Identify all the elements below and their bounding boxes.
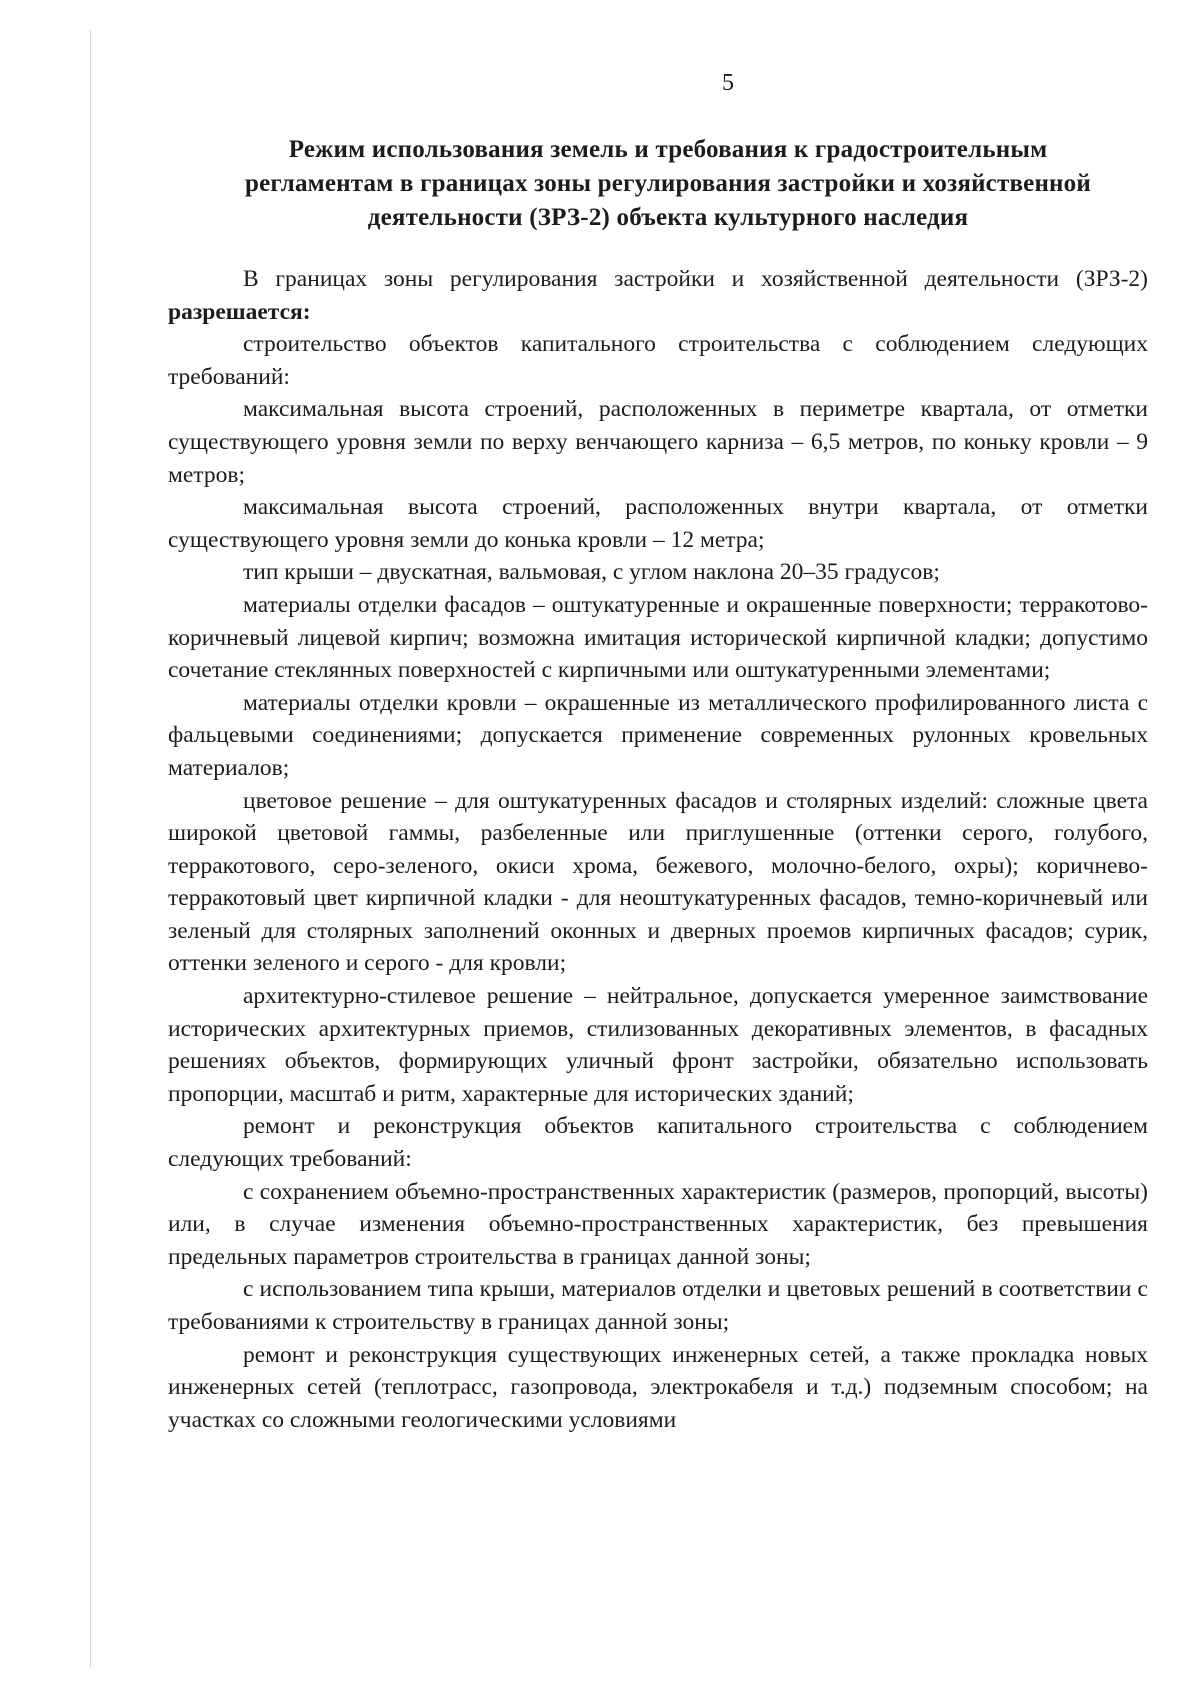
- document-body: [168, 263, 1148, 1436]
- paragraph: максимальная высота строений, расположенных в периметре квартала, от отметки существующего уровня земли по верху венчающего карниза – 6,5 метров, по коньку кровли – 9 метров;: [168, 396, 1148, 488]
- intro-paragraph: [168, 263, 1148, 328]
- paragraph: ремонт и реконструкция объектов капитального строительства с соблюдением следующих требований:: [168, 1113, 1148, 1173]
- section-title-line: регламентам в границах зоны регулирования застройки и хозяйственной: [245, 170, 1091, 197]
- section-title-line: Режим использования земель и требования к градостроительным: [288, 136, 1048, 163]
- document-page: [168, 70, 1148, 1436]
- paragraph: материалы отделки фасадов – оштукатуренные и окрашенные поверхности; терракотово-коричневый лицевой кирпич; возможна имитация исторической кирпичной кладки; допустимо сочетание стеклянных поверхностей с кирпичными или оштукатуренными элементами;: [168, 591, 1148, 684]
- paragraph: максимальная высота строений, расположенных внутри квартала, от отметки существующего уровня земли до конька кровли – 12 метра;: [168, 494, 1148, 553]
- paragraph: строительство объектов капитального строительства с соблюдением следующих требований:: [168, 331, 1148, 390]
- intro-text: В границах зоны регулирования застройки и хозяйственной деятельности (ЗРЗ-2): [243, 266, 1148, 292]
- paragraph: материалы отделки кровли – окрашенные из металлического профилированного листа с фальцевыми соединениями; допускается применение современных рулонных кровельных материалов;: [168, 689, 1148, 781]
- intro-bold-word: разрешается:: [168, 298, 311, 325]
- paragraph: ремонт и реконструкция существующих инженерных сетей, а также прокладка новых инженерных сетей (теплотрасс, газопровода, электрокабеля и т.д.) подземным способом; на участках со сложными геологическими условиями: [168, 1341, 1148, 1433]
- paragraph: архитектурно-стилевое решение – нейтральное, допускается умеренное заимствование исторических архитектурных приемов, стилизованных декоративных элементов, в фасадных решениях объектов, формирующих уличный фронт застройки, обязательно использовать пропорции, масштаб и ритм, характерные для исторических зданий;: [168, 983, 1148, 1107]
- paragraph: тип крыши – двускатная, вальмовая, с углом наклона 20–35 градусов;: [243, 559, 940, 586]
- section-title-line: деятельности (ЗРЗ-2) объекта культурного наследия: [367, 204, 969, 231]
- paragraph: цветовое решение – для оштукатуренных фасадов и столярных изделий: сложные цвета широкой цветовой гаммы, разбеленные или приглушенные (оттенки серого, голубого, терракотового, серо-зеленого, окиси хрома, бежевого, молочно-белого, охры); коричнево-терракотовый цвет кирпичной кладки - для неоштукатуренных фасадов, темно-коричневый или зеленый для столярных заполнений оконных и дверных проемов кирпичных фасадов; сурик, оттенки зеленого и серого - для кровли;: [168, 787, 1148, 977]
- page-number: 5: [722, 70, 734, 96]
- scan-margin-line: [90, 30, 91, 1668]
- paragraph: с сохранением объемно-пространственных характеристик (размеров, пропорций, высоты) или, в случае изменения объемно-пространственных характеристик, без превышения предельных параметров строительства в границах данной зоны;: [168, 1178, 1148, 1270]
- paragraph: с использованием типа крыши, материалов отделки и цветовых решений в соответствии с требованиями к строительству в границах данной зоны;: [168, 1276, 1148, 1335]
- section-title: [188, 133, 1148, 235]
